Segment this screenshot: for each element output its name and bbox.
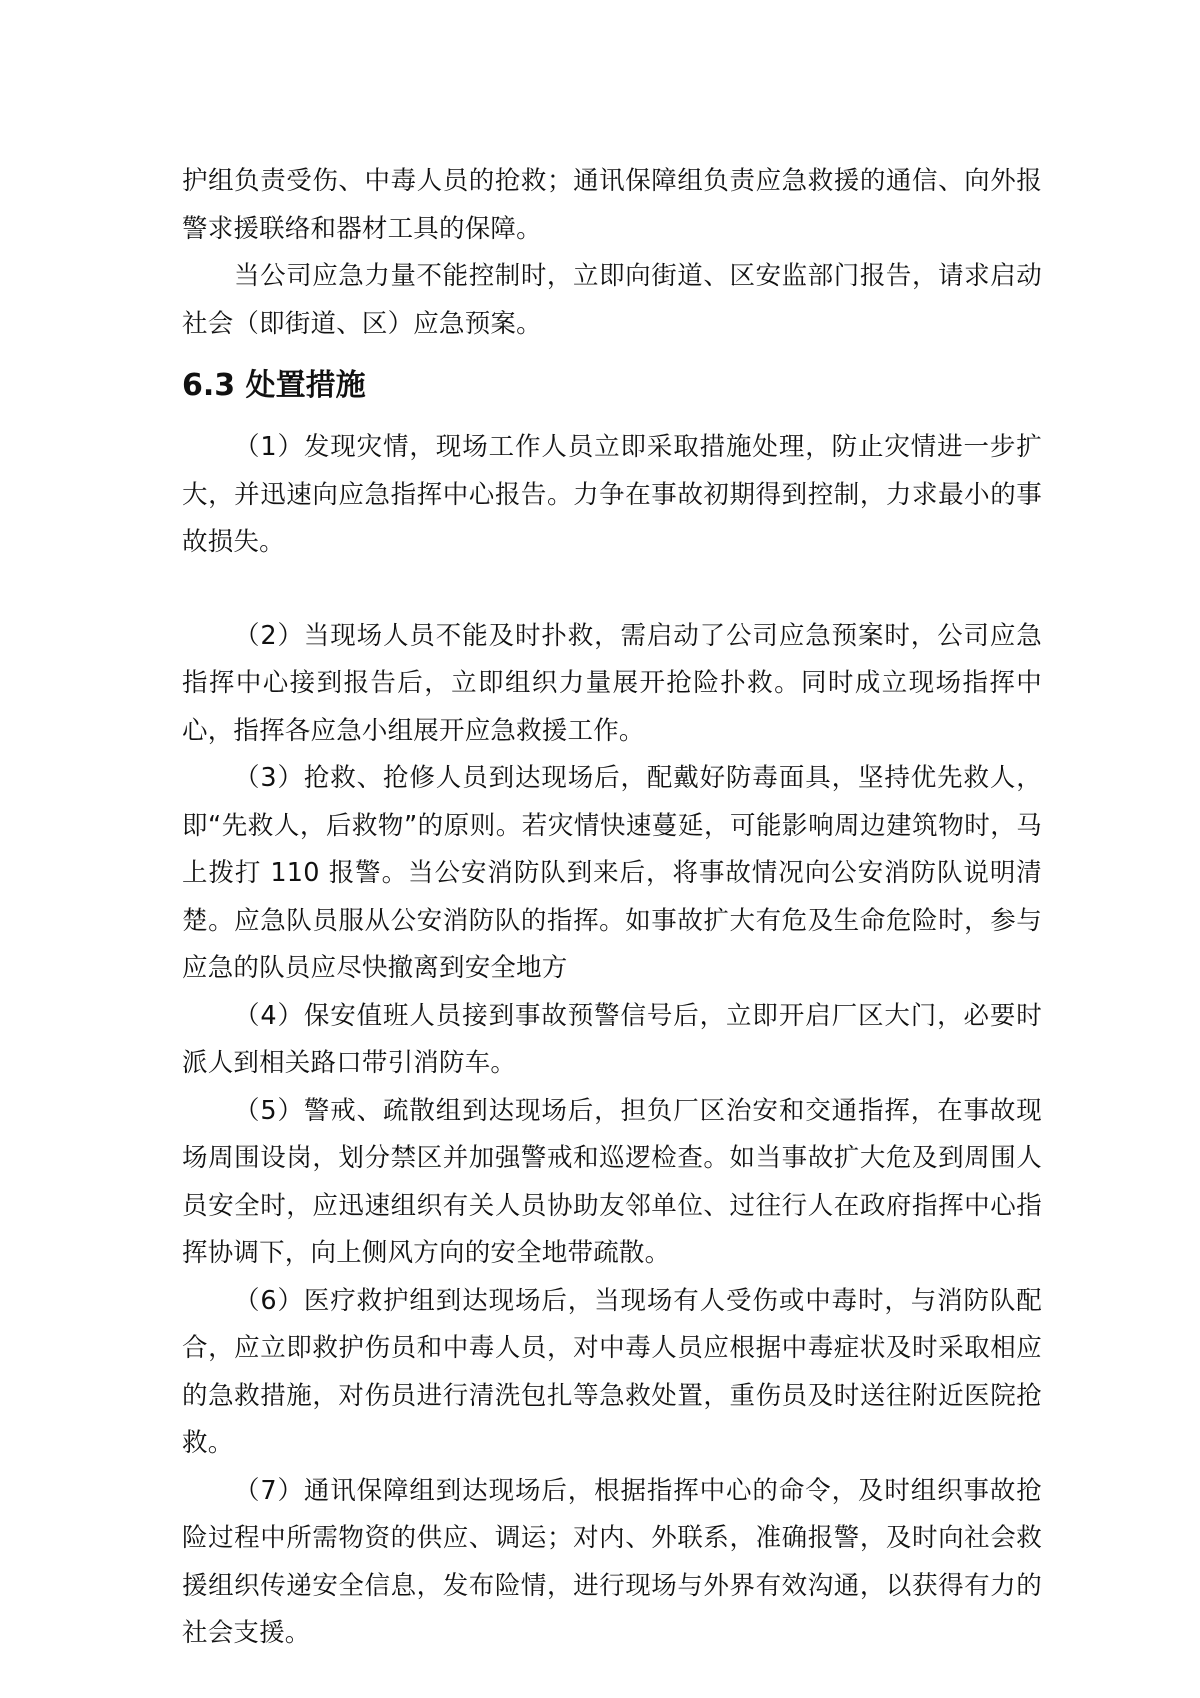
measure-1: （1）发现灾情，现场工作人员立即采取措施处理，防止灾情进一步扩大，并迅速向应急指挥中心报告。力争在事故初期得到控制，力求最小的事故损失。: [182, 432, 1042, 557]
measure-3: （3）抢救、抢修人员到达现场后，配戴好防毒面具，坚持优先救人，即“先救人，后救物”的原则。若灾情快速蔓延，可能影响周边建筑物时，马上拨打 110 报警。当公安消防队到来后，将事故情况向公安消防队说明清楚。应急队员服从公安消防队的指挥。如事故扩大有危及生命危险时，参与应急的队员应尽快撤离到安全地方: [182, 763, 1042, 983]
measure-7: （7）通讯保障组到达现场后，根据指挥中心的命令，及时组织事故抢险过程中所需物资的供应、调运；对内、外联系，准确报警，及时向社会救援组织传递安全信息，发布险情，进行现场与外界有效沟通，以获得有力的社会支援。: [182, 1475, 1042, 1648]
section-heading: 6.3 处置措施: [182, 368, 366, 403]
measure-5: （5）警戒、疏散组到达现场后，担负厂区治安和交通指挥，在事故现场周围设岗，划分禁区并加强警戒和巡逻检查。如当事故扩大危及到周围人员安全时，应迅速组织有关人员协助友邻单位、过往行人在政府指挥中心指挥协调下，向上侧风方向的安全地带疏散。: [182, 1095, 1042, 1268]
paragraph-escalation: 当公司应急力量不能控制时，立即向街道、区安监部门报告，请求启动社会（即街道、区）应急预案。: [182, 261, 1042, 339]
document-body: [182, 158, 1042, 1658]
measure-6: （6）医疗救护组到达现场后，当现场有人受伤或中毒时，与消防队配合，应立即救护伤员和中毒人员，对中毒人员应根据中毒症状及时采取相应的急救措施，对伤员进行清洗包扎等急救处置，重伤员及时送往附近医院抢救。: [182, 1285, 1042, 1458]
measure-4: （4）保安值班人员接到事故预警信号后，立即开启厂区大门，必要时派人到相关路口带引消防车。: [182, 1000, 1042, 1078]
paragraph-rescue-groups: 护组负责受伤、中毒人员的抢救；通讯保障组负责应急救援的通信、向外报警求援联络和器材工具的保障。: [182, 166, 1042, 244]
measure-2: （2）当现场人员不能及时扑救，需启动了公司应急预案时，公司应急指挥中心接到报告后，立即组织力量展开抢险扑救。同时成立现场指挥中心，指挥各应急小组展开应急救援工作。: [182, 620, 1042, 746]
